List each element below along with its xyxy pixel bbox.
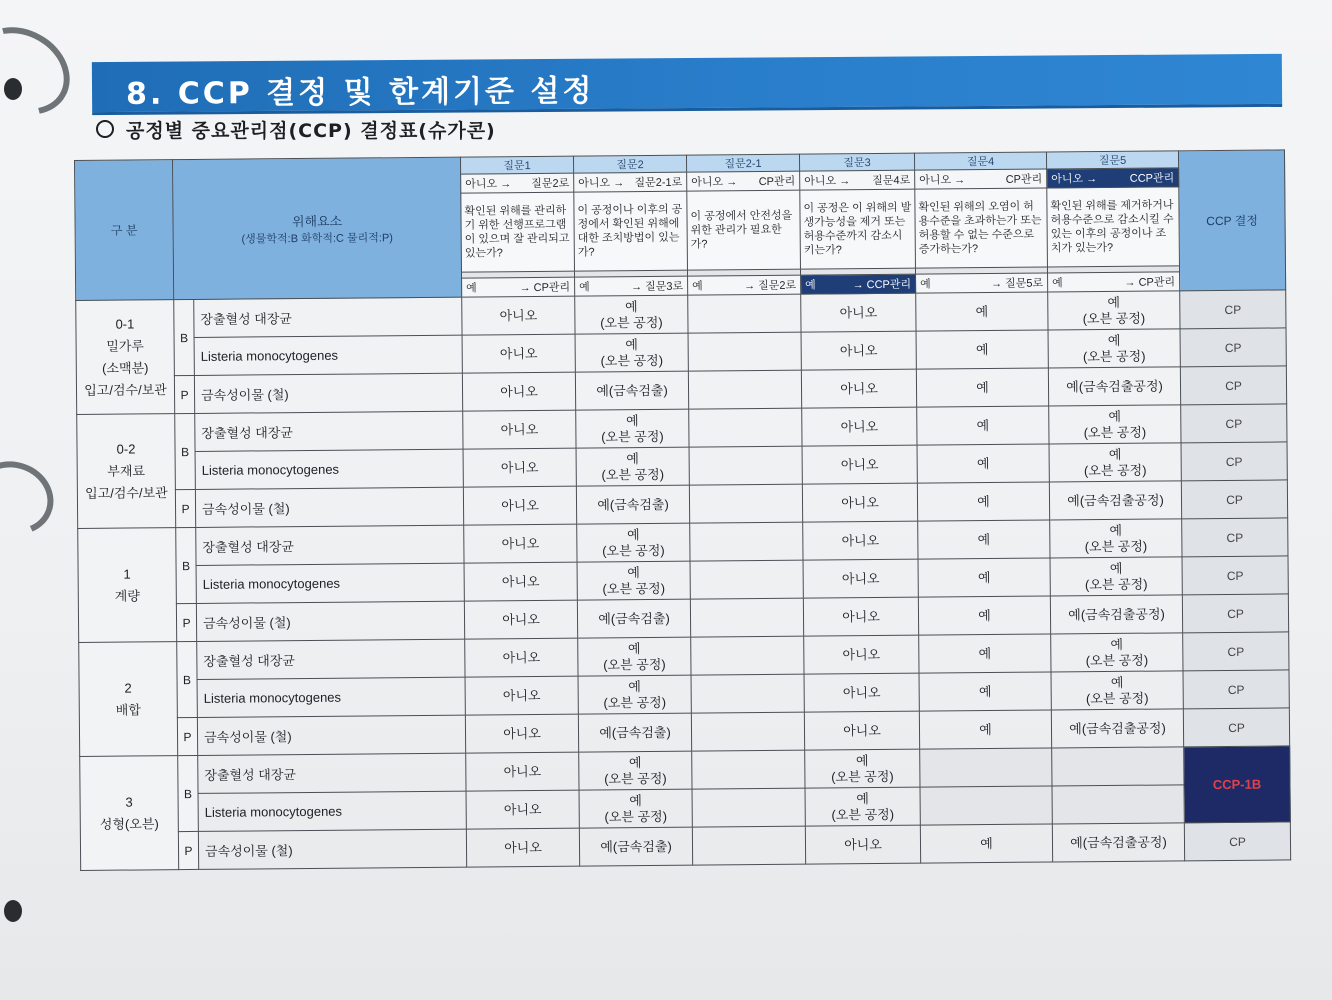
q21-answer bbox=[691, 636, 804, 675]
q1-yes: 예 bbox=[466, 282, 477, 295]
q21-answer bbox=[690, 560, 803, 599]
answer-note: (오븐 공정) bbox=[1085, 690, 1149, 706]
hazard-name: Listeria monocytogenes bbox=[194, 335, 462, 375]
q21-yes-path bbox=[688, 275, 801, 295]
answer-yes: 예 bbox=[626, 526, 640, 542]
q3-answer bbox=[805, 787, 920, 826]
group-line: 0-2 bbox=[116, 440, 136, 457]
q4-answer: 예 bbox=[917, 406, 1049, 445]
q1-answer: 아니오 bbox=[464, 524, 577, 563]
ccp-decision: CP bbox=[1183, 708, 1289, 747]
ccp-decision: CP bbox=[1184, 822, 1290, 861]
q5-desc: 확인된 위해를 제거하거나 허용수준으로 감소시킬 수 있는 이후의 공정이나 조치가 있는가? bbox=[1047, 187, 1180, 267]
hazard-name: 장출혈성 대장균 bbox=[195, 411, 463, 451]
q5-no-path bbox=[1047, 168, 1179, 188]
ccp-critical-decision: CCP-1B bbox=[1184, 746, 1291, 823]
hazard-name: 장출혈성 대장균 bbox=[194, 297, 462, 337]
hazard-name: 금속성이물 (철) bbox=[197, 715, 465, 755]
q4-no: 아니오 → bbox=[919, 174, 966, 187]
q4-answer: 예 bbox=[920, 824, 1052, 863]
answer-note: (오븐 공정) bbox=[1082, 348, 1146, 364]
punch-hole-top bbox=[4, 78, 22, 100]
q1-answer: 아니오 bbox=[465, 638, 578, 677]
q3-no-path bbox=[800, 170, 915, 190]
q4-yes: 예 bbox=[920, 278, 931, 291]
q4-yes-to: → 질문5로 bbox=[991, 277, 1044, 291]
group-cell bbox=[78, 528, 177, 643]
q3-answer: 아니오 bbox=[801, 331, 916, 370]
group-line: 부재료 bbox=[107, 462, 146, 479]
q3-answer: 아니오 bbox=[802, 483, 917, 522]
header-q4-label: 질문4 bbox=[914, 152, 1046, 170]
q2-answer: 예(금속검출) bbox=[577, 599, 690, 638]
hazard-type: P bbox=[177, 717, 197, 755]
answer-note: (오븐 공정) bbox=[604, 770, 667, 786]
q1-answer: 아니오 bbox=[466, 790, 579, 829]
q21-answer bbox=[689, 408, 802, 447]
group-cell bbox=[77, 414, 176, 529]
answer-yes: 예 bbox=[1108, 408, 1122, 424]
q1-answer: 아니오 bbox=[463, 410, 576, 449]
ccp-decision-table-wrap bbox=[74, 149, 1290, 898]
q4-desc: 확인된 위해의 오염이 허용수준을 초과하는가 또는 허용할 수 없는 수준으로 증가하는가? bbox=[915, 188, 1048, 268]
q3-no: 아니오 → bbox=[804, 175, 851, 188]
ccp-decision: CP bbox=[1182, 518, 1288, 557]
answer-yes: 예 bbox=[624, 298, 638, 314]
q1-no: 아니오 → bbox=[465, 178, 512, 191]
q3-desc: 이 공정은 이 위해의 발생가능성을 제거 또는 허용수준까지 감소시키는가? bbox=[800, 189, 916, 269]
header-q5-label: 질문5 bbox=[1046, 151, 1178, 169]
answer-note: (오븐 공정) bbox=[602, 542, 665, 558]
answer-yes: 예 bbox=[1110, 636, 1124, 652]
answer-note: (오븐 공정) bbox=[603, 694, 667, 710]
q5-answer bbox=[1050, 557, 1182, 596]
answer-yes: 예 bbox=[629, 792, 642, 808]
q1-answer: 아니오 bbox=[464, 600, 577, 639]
q3-no-to: 질문4로 bbox=[872, 174, 911, 188]
q21-answer bbox=[688, 294, 801, 333]
header-q3-label: 질문3 bbox=[799, 153, 914, 171]
q4-answer: 예 bbox=[917, 482, 1049, 521]
group-cell bbox=[80, 756, 179, 871]
q21-yes-to: → 질문2로 bbox=[744, 279, 797, 293]
q4-answer: 예 bbox=[916, 292, 1048, 331]
q2-no: 아니오 → bbox=[578, 177, 625, 190]
section-title: 8. CCP 결정 및 한계기준 설정 bbox=[125, 73, 595, 112]
answer-note: (오븐 공정) bbox=[831, 806, 895, 822]
header-hazard-sub: (생물학적:B 화학적:C 물리적:P) bbox=[241, 232, 393, 246]
q21-answer bbox=[691, 712, 804, 751]
q2-answer bbox=[575, 295, 688, 334]
answer-note: (오븐 공정) bbox=[603, 656, 666, 672]
q2-answer bbox=[577, 561, 690, 600]
q2-yes-path bbox=[575, 276, 688, 296]
answer-yes: 예 bbox=[1110, 674, 1124, 690]
answer-note: (오븐 공정) bbox=[1082, 310, 1146, 326]
answer-yes: 예 bbox=[856, 790, 869, 806]
hazard-type: P bbox=[175, 489, 195, 527]
header-q21-label: 질문2-1 bbox=[686, 154, 799, 172]
q1-answer: 아니오 bbox=[463, 486, 576, 525]
q5-answer bbox=[1048, 291, 1180, 330]
q21-answer bbox=[690, 522, 803, 561]
q5-answer bbox=[1050, 519, 1182, 558]
q3-answer: 아니오 bbox=[803, 597, 918, 636]
q3-answer: 아니오 bbox=[804, 635, 919, 674]
q21-answer bbox=[690, 598, 803, 637]
hazard-name: 장출혈성 대장균 bbox=[198, 753, 466, 793]
q2-answer: 예(금속검출) bbox=[576, 485, 689, 524]
hazard-name: Listeria monocytogenes bbox=[195, 449, 463, 489]
q2-answer bbox=[578, 637, 691, 676]
answer-note: (오븐 공정) bbox=[601, 428, 664, 444]
q2-answer: 예(금속검출) bbox=[579, 827, 692, 866]
q5-answer bbox=[1049, 443, 1181, 482]
q5-yes-to: → CP관리 bbox=[1124, 276, 1176, 289]
table-subtitle bbox=[96, 116, 496, 143]
hazard-type: B bbox=[176, 527, 197, 603]
q4-answer: 예 bbox=[918, 558, 1050, 597]
q5-answer bbox=[1051, 671, 1183, 710]
ccp-decision: CP bbox=[1181, 442, 1287, 481]
answer-note: (오븐 공정) bbox=[1084, 576, 1148, 592]
group-line: 0-1 bbox=[115, 315, 135, 332]
q4-answer bbox=[920, 748, 1052, 787]
q2-answer bbox=[575, 333, 688, 372]
q1-answer: 아니오 bbox=[462, 334, 575, 373]
q2-answer bbox=[579, 751, 692, 790]
q1-answer: 아니오 bbox=[465, 676, 578, 715]
ccp-decision: CP bbox=[1182, 594, 1288, 633]
q1-answer: 아니오 bbox=[463, 448, 576, 487]
hazard-name: Listeria monocytogenes bbox=[198, 791, 466, 831]
ccp-decision: CP bbox=[1180, 328, 1286, 367]
header-q2-label: 질문2 bbox=[574, 155, 687, 173]
answer-yes: 예 bbox=[625, 336, 638, 352]
q2-answer bbox=[578, 675, 691, 714]
answer-yes: 예 bbox=[1109, 522, 1123, 538]
q1-no-to: 질문2로 bbox=[531, 177, 570, 191]
answer-note: (오븐 공정) bbox=[831, 768, 894, 784]
ccp-decision: CP bbox=[1181, 480, 1287, 519]
q5-yes: 예 bbox=[1052, 277, 1063, 290]
q4-answer: 예 bbox=[919, 634, 1051, 673]
group-line: 입고/검수/보관 bbox=[84, 381, 167, 398]
answer-yes: 예 bbox=[627, 564, 640, 580]
q1-desc: 확인된 위해를 관리하기 위한 선행프로그램이 있으며 잘 관리되고 있는가? bbox=[461, 192, 575, 272]
header-hazard-title: 위해요소 bbox=[291, 213, 343, 230]
q3-answer: 아니오 bbox=[804, 711, 919, 750]
q4-answer: 예 bbox=[917, 444, 1049, 483]
q5-answer bbox=[1051, 633, 1183, 672]
ccp-decision: CP bbox=[1183, 632, 1289, 671]
q1-no-path bbox=[461, 173, 574, 193]
hazard-name: 금속성이물 (철) bbox=[195, 487, 463, 527]
q3-answer: 아니오 bbox=[805, 825, 920, 864]
q3-answer: 아니오 bbox=[803, 559, 918, 598]
q21-answer bbox=[689, 484, 802, 523]
hazard-type: P bbox=[178, 831, 198, 869]
hazard-type: B bbox=[174, 299, 195, 375]
answer-note: (오븐 공정) bbox=[1083, 424, 1147, 440]
answer-yes: 예 bbox=[855, 752, 869, 768]
answer-yes: 예 bbox=[1109, 560, 1123, 576]
answer-yes: 예 bbox=[1107, 332, 1121, 348]
q1-answer: 아니오 bbox=[466, 828, 579, 867]
header-group: 구 분 bbox=[75, 160, 174, 301]
group-line: (소맥분) bbox=[102, 359, 149, 376]
q1-answer: 아니오 bbox=[462, 372, 575, 411]
q5-yes-path bbox=[1048, 272, 1180, 292]
q21-no-path bbox=[687, 171, 800, 191]
hazard-type: B bbox=[175, 413, 196, 489]
q21-answer bbox=[692, 788, 805, 827]
q5-answer: 예(금속검출공정) bbox=[1050, 595, 1182, 634]
hazard-name: Listeria monocytogenes bbox=[196, 563, 464, 603]
q4-answer bbox=[920, 786, 1052, 825]
header-q1-label: 질문1 bbox=[461, 156, 574, 174]
answer-yes: 예 bbox=[625, 412, 639, 428]
q4-answer: 예 bbox=[918, 520, 1050, 559]
q3-answer bbox=[805, 749, 920, 788]
group-line: 밀가루 bbox=[106, 337, 145, 354]
answer-note: (오븐 공정) bbox=[1084, 538, 1148, 554]
q5-answer: 예(금속검출공정) bbox=[1048, 367, 1180, 406]
group-line: 2 bbox=[124, 680, 132, 696]
q21-no-to: CP관리 bbox=[758, 175, 796, 189]
q2-answer bbox=[577, 523, 690, 562]
q5-answer bbox=[1052, 747, 1184, 786]
q5-answer: 예(금속검출공정) bbox=[1052, 823, 1184, 862]
answer-yes: 예 bbox=[1107, 294, 1121, 310]
answer-note: (오븐 공정) bbox=[1085, 652, 1149, 668]
q5-answer: 예(금속검출공정) bbox=[1049, 481, 1181, 520]
q1-answer: 아니오 bbox=[466, 752, 579, 791]
q2-desc: 이 공정이나 이후의 공정에서 확인된 위해에 대한 조치방법이 있는가? bbox=[574, 191, 688, 271]
ccp-decision: CP bbox=[1180, 366, 1286, 405]
q21-answer bbox=[692, 826, 805, 865]
group-line: 3 bbox=[125, 794, 133, 810]
q5-answer bbox=[1052, 785, 1184, 824]
q21-yes: 예 bbox=[692, 280, 703, 293]
q5-answer bbox=[1048, 329, 1180, 368]
hazard-name: 금속성이물 (철) bbox=[194, 373, 462, 413]
q2-no-to: 질문2-1로 bbox=[634, 176, 683, 190]
q1-yes-to: → CP관리 bbox=[519, 281, 571, 295]
q1-yes-path bbox=[462, 277, 575, 297]
q3-answer: 아니오 bbox=[804, 673, 919, 712]
header-ccp: CCP 결정 bbox=[1178, 150, 1285, 291]
q2-yes-to: → 질문3로 bbox=[631, 280, 684, 294]
q2-answer: 예(금속검출) bbox=[575, 371, 688, 410]
q1-answer: 아니오 bbox=[465, 714, 578, 753]
answer-note: (오븐 공정) bbox=[600, 314, 663, 330]
q21-answer bbox=[689, 446, 802, 485]
q21-answer bbox=[691, 674, 804, 713]
q4-no-to: CP관리 bbox=[1005, 173, 1043, 186]
answer-note: (오븐 공정) bbox=[600, 352, 664, 368]
q4-no-path bbox=[915, 169, 1047, 189]
q21-answer bbox=[692, 750, 805, 789]
q5-answer: 예(금속검출공정) bbox=[1051, 709, 1183, 748]
q3-answer: 아니오 bbox=[802, 407, 917, 446]
answer-note: (오븐 공정) bbox=[601, 466, 665, 482]
q5-no-to: CCP관리 bbox=[1129, 172, 1175, 185]
q21-answer bbox=[688, 332, 801, 371]
q3-answer: 아니오 bbox=[803, 521, 918, 560]
q4-answer: 예 bbox=[919, 672, 1051, 711]
q3-yes-path bbox=[801, 274, 916, 294]
answer-yes: 예 bbox=[628, 678, 641, 694]
answer-note: (오븐 공정) bbox=[1083, 462, 1147, 478]
ccp-decision: CP bbox=[1182, 556, 1288, 595]
q3-answer: 아니오 bbox=[801, 293, 916, 332]
q5-answer bbox=[1049, 405, 1181, 444]
q2-answer bbox=[576, 447, 689, 486]
hazard-type: B bbox=[178, 755, 199, 831]
hazard-type: P bbox=[174, 375, 194, 413]
q4-answer: 예 bbox=[919, 710, 1051, 749]
ccp-decision: CP bbox=[1181, 404, 1287, 443]
section-title-bar bbox=[92, 54, 1282, 115]
q3-yes: 예 bbox=[805, 279, 816, 292]
punch-hole-bottom bbox=[4, 900, 22, 922]
answer-yes: 예 bbox=[628, 754, 642, 770]
q2-answer bbox=[576, 409, 689, 448]
hazard-name: Listeria monocytogenes bbox=[197, 677, 465, 717]
group-line: 계량 bbox=[114, 587, 140, 604]
group-cell bbox=[79, 642, 178, 757]
ccp-decision: CP bbox=[1183, 670, 1289, 709]
header-hazard bbox=[173, 157, 462, 300]
q21-desc: 이 공정에서 안전성을 위한 관리가 필요한가? bbox=[687, 190, 801, 270]
q2-answer: 예(금속검출) bbox=[578, 713, 691, 752]
q1-answer: 아니오 bbox=[462, 296, 575, 335]
group-cell bbox=[76, 300, 175, 415]
ccp-decision-table bbox=[74, 149, 1291, 871]
q21-answer bbox=[688, 370, 801, 409]
q4-yes-path bbox=[916, 273, 1048, 293]
q2-no-path bbox=[574, 172, 687, 192]
hazard-type: B bbox=[177, 641, 198, 717]
answer-note: (오븐 공정) bbox=[602, 580, 666, 596]
q1-answer: 아니오 bbox=[464, 562, 577, 601]
q3-answer: 아니오 bbox=[801, 369, 916, 408]
q21-no: 아니오 → bbox=[691, 176, 738, 189]
q4-answer: 예 bbox=[916, 330, 1048, 369]
q5-no: 아니오 → bbox=[1051, 173, 1098, 186]
q4-answer: 예 bbox=[916, 368, 1048, 407]
answer-yes: 예 bbox=[627, 640, 641, 656]
ccp-decision: CP bbox=[1180, 290, 1286, 329]
hazard-name: 장출혈성 대장균 bbox=[197, 639, 465, 679]
subtitle-text: 공정별 중요관리점(CCP) 결정표(슈가콘) bbox=[126, 120, 496, 142]
answer-yes: 예 bbox=[1108, 446, 1122, 462]
group-line: 1 bbox=[123, 566, 131, 582]
answer-yes: 예 bbox=[626, 450, 639, 466]
hazard-name: 금속성이물 (철) bbox=[196, 601, 464, 641]
q3-yes-to: → CCP관리 bbox=[852, 278, 912, 292]
answer-note: (오븐 공정) bbox=[604, 808, 668, 824]
hazard-name: 장출혈성 대장균 bbox=[196, 525, 464, 565]
q4-answer: 예 bbox=[918, 596, 1050, 635]
q2-answer bbox=[579, 789, 692, 828]
group-line: 배합 bbox=[115, 701, 141, 718]
hazard-type: P bbox=[176, 603, 196, 641]
circle-bullet-icon bbox=[96, 120, 114, 138]
group-line: 입고/검수/보관 bbox=[85, 484, 168, 501]
hazard-name: 금속성이물 (철) bbox=[198, 829, 466, 869]
q2-yes: 예 bbox=[579, 281, 590, 294]
q3-answer: 아니오 bbox=[802, 445, 917, 484]
group-line: 성형(오븐) bbox=[99, 815, 159, 832]
